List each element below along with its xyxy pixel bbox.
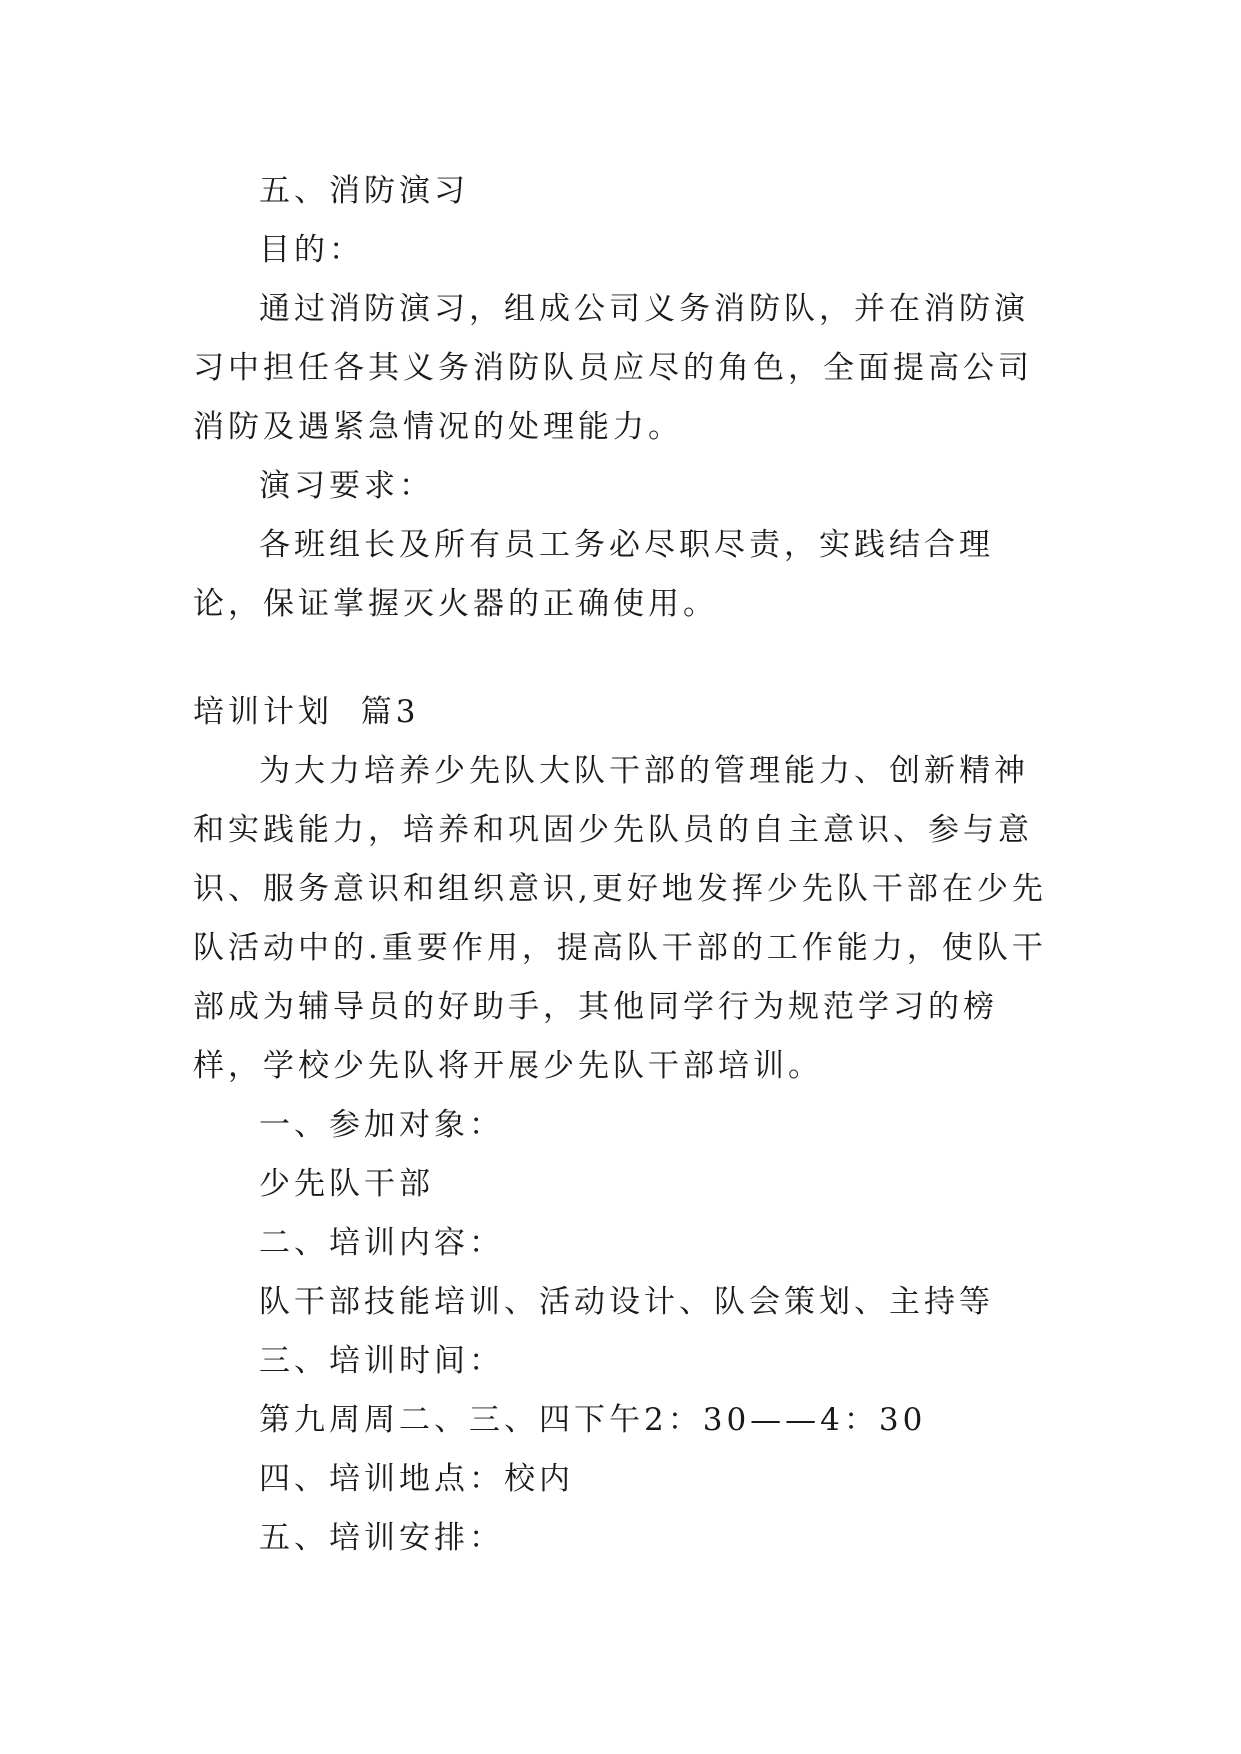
list-item: 五、培训安排： bbox=[259, 1520, 504, 1556]
list-item: 三、培训时间： bbox=[259, 1343, 504, 1379]
requirement-paragraph: 各班组长及所有员工务必尽职尽责，实践结合理论，保证掌握灭火器的正确使用。 bbox=[193, 527, 994, 622]
list-item: 少先队干部 bbox=[259, 1166, 434, 1202]
list-item: 二、培训内容： bbox=[259, 1225, 504, 1261]
purpose-paragraph: 通过消防演习，组成公司义务消防队，并在消防演习中担任各其义务消防队员应尽的角色，全面提高公司消防及遇紧急情况的处理能力。 bbox=[193, 291, 1033, 445]
section-heading-fire-drill: 五、消防演习 bbox=[259, 173, 469, 209]
purpose-label: 目的： bbox=[259, 232, 364, 268]
document-body bbox=[193, 162, 1053, 1568]
list-item: 四、培训地点：校内 bbox=[259, 1461, 574, 1497]
list-item: 队干部技能培训、活动设计、队会策划、主持等 bbox=[259, 1284, 994, 1320]
requirement-label: 演习要求： bbox=[259, 468, 434, 504]
training-plan-title: 培训计划 篇3 bbox=[193, 694, 420, 730]
training-intro-paragraph: 为大力培养少先队大队干部的管理能力、创新精神和实践能力，培养和巩固少先队员的自主意识、参与意识、服务意识和组织意识,更好地发挥少先队干部在少先队活动中的.重要作用，提高队干部的工作能力，使队干部成为辅导员的好助手，其他同学行为规范学习的榜样，学校少先队将开展少先队干部培训。 bbox=[193, 753, 1047, 1084]
list-item: 第九周周二、三、四下午2：30——4：30 bbox=[259, 1402, 927, 1438]
list-item: 一、参加对象： bbox=[259, 1107, 504, 1143]
